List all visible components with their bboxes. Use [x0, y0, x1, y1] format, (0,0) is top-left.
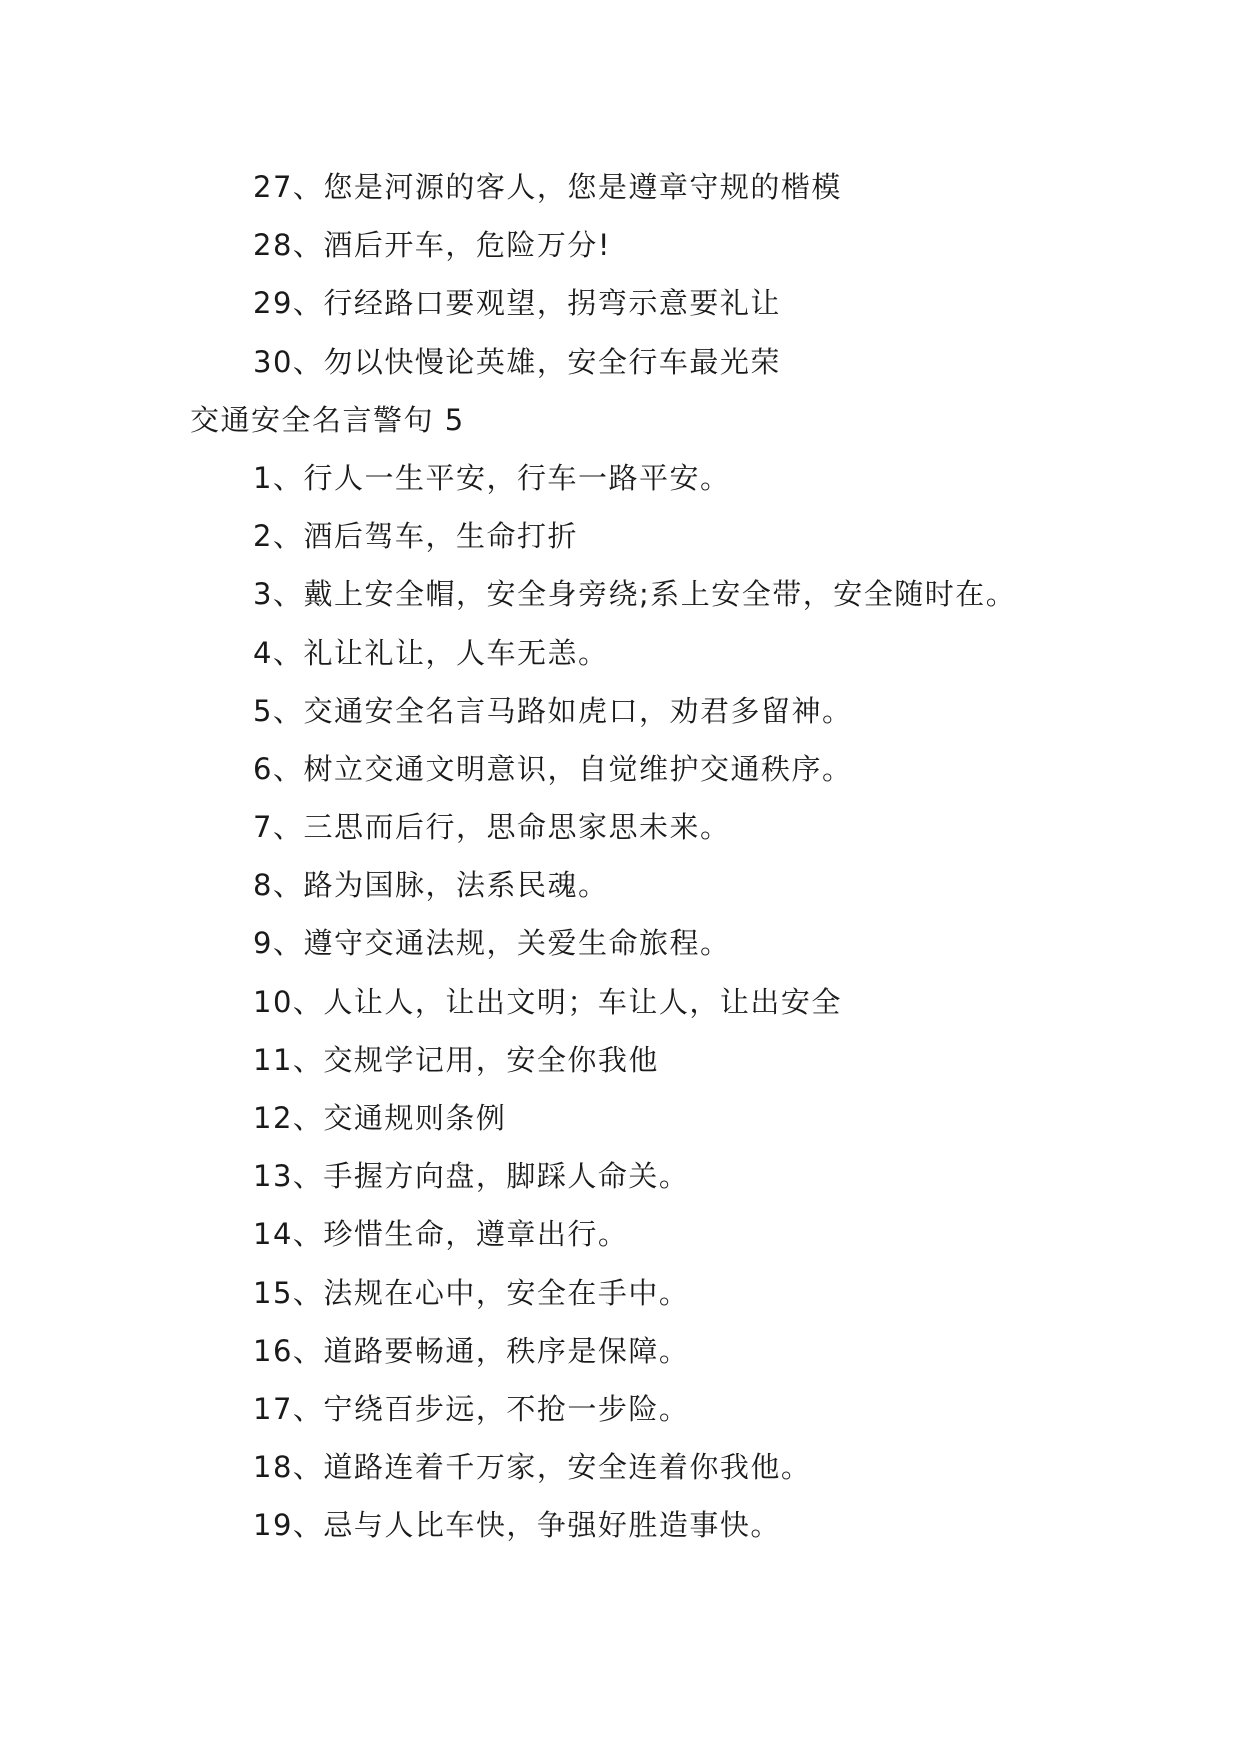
slogan-line: 17、宁绕百步远，不抢一步险。 — [253, 1391, 690, 1426]
document-body — [0, 158, 1241, 1555]
slogan-line: 8、路为国脉，法系民魂。 — [253, 868, 609, 903]
slogan-line: 4、礼让礼让，人车无恙。 — [253, 635, 609, 670]
slogan-line: 9、遵守交通法规，关爱生命旅程。 — [253, 926, 731, 961]
slogan-line: 11、交规学记用，安全你我他 — [253, 1042, 659, 1077]
slogan-line: 28、酒后开车，危险万分! — [253, 228, 612, 263]
slogan-line: 15、法规在心中，安全在手中。 — [253, 1275, 690, 1310]
slogan-line: 7、三思而后行，思命思家思未来。 — [253, 810, 731, 845]
slogan-line: 27、您是河源的客人，您是遵章守规的楷模 — [253, 170, 842, 204]
slogan-line: 30、勿以快慢论英雄，安全行车最光荣 — [253, 344, 781, 379]
slogan-line: 12、交通规则条例 — [253, 1101, 507, 1135]
slogan-line: 5、交通安全名言马路如虎口，劝君多留神。 — [253, 693, 853, 728]
slogan-line: 2、酒后驾车，生命打折 — [253, 519, 578, 554]
slogan-line: 6、树立交通文明意识，自觉维护交通秩序。 — [253, 751, 853, 786]
slogan-line: 3、戴上安全帽，安全身旁绕;系上安全带，安全随时在。 — [253, 577, 1017, 612]
slogan-line: 18、道路连着千万家，安全连着你我他。 — [253, 1450, 812, 1485]
slogan-line: 29、行经路口要观望，拐弯示意要礼让 — [253, 286, 781, 321]
slogan-line: 16、道路要畅通，秩序是保障。 — [253, 1333, 690, 1368]
slogan-line: 14、珍惜生命，遵章出行。 — [253, 1217, 629, 1252]
section-heading: 交通安全名言警句 5 — [190, 402, 465, 437]
slogan-line: 10、人让人，让出文明；车让人，让出安全 — [253, 984, 842, 1019]
slogan-line: 1、行人一生平安，行车一路平安。 — [253, 460, 731, 495]
slogan-line: 13、手握方向盘，脚踩人命关。 — [253, 1159, 690, 1194]
slogan-line: 19、忌与人比车快，争强好胜造事快。 — [253, 1508, 781, 1543]
